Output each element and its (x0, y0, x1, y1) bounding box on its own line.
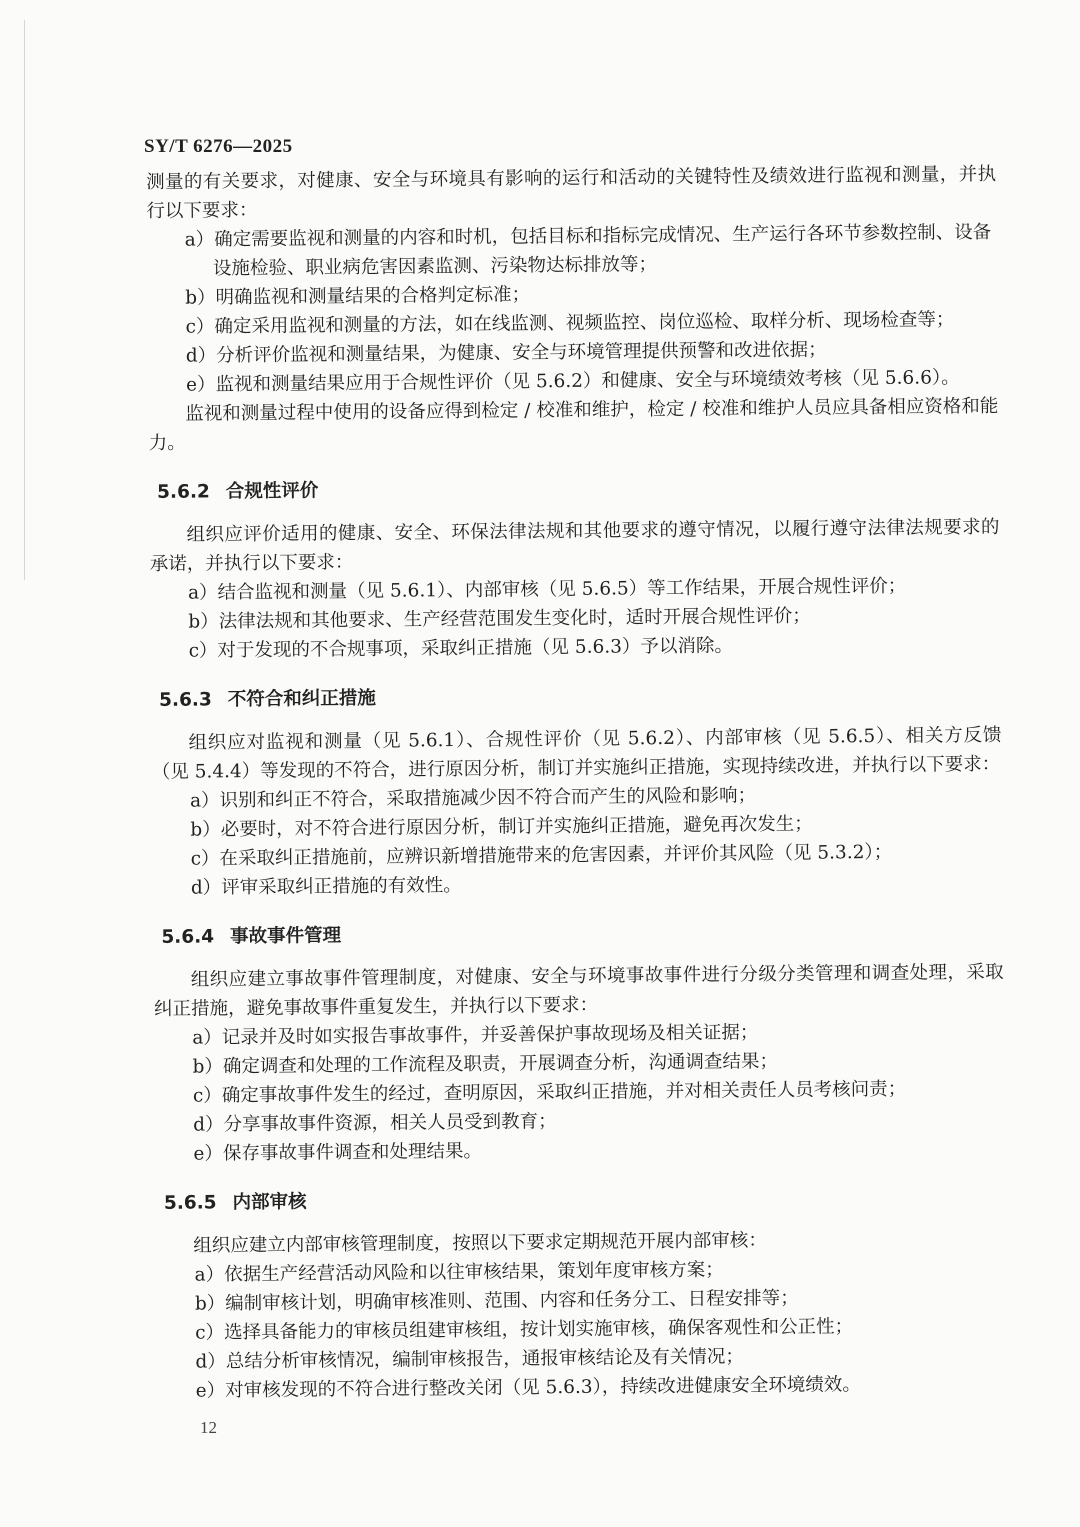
list-item: c）选择具备能力的审核员组建审核组，按计划实施审核，确保客观性和公正性； (195, 1316, 854, 1344)
intro-paragraph: 测量的有关要求，对健康、安全与环境具有影响的运行和活动的关键特性及绩效进行监视和测量，并执行以下要求： (146, 163, 997, 222)
list-item: b）编制审核计划，明确审核准则、范围、内容和任务分工、日程安排等； (194, 1287, 799, 1315)
page-number: 12 (200, 1418, 217, 1437)
list-item: a）依据生产经营活动风险和以往审核结果，策划年度审核方案； (194, 1259, 724, 1286)
list-item: e）监视和测量结果应用于合规性评价（见 5.6.2）和健康、安全与环境绩效考核（见 5.6.6）。 (185, 367, 960, 396)
section-paragraph: 组织应建立事故事件管理制度，对健康、安全与环境事故事件进行分级分类管理和调查处理，采取纠正措施，避免事故事件重复发生，并执行以下要求： (153, 961, 1004, 1020)
list-item: a）确定需要监视和测量的内容和时机，包括目标和指标完成情况、生产运行各环节参数控制、设备设施检验、职业病危害因素监测、污染物达标排放等； (184, 221, 992, 280)
section-number: 5.6.3 (159, 689, 212, 711)
section-number: 5.6.5 (163, 1192, 217, 1214)
list-item: b）必要时，对不符合进行原因分析，制订并实施纠正措施，避免再次发生； (190, 813, 813, 841)
page-content (146, 160, 1008, 1406)
section-list (150, 571, 1001, 666)
section-heading (157, 470, 999, 507)
list-item: e）对审核发现的不符合进行整改关闭（见 5.6.3），持续改进健康安全环境绩效。 (195, 1374, 861, 1402)
section-title: 不符合和纠正措施 (227, 687, 376, 711)
intro-list (147, 218, 999, 400)
section-paragraph: 组织应建立内部审核管理制度，按照以下要求定期规范开展内部审核： (193, 1230, 767, 1257)
list-item: b）明确监视和测量结果的合格判定标准； (185, 284, 531, 309)
list-item: d）评审采取纠正措施的有效性。 (190, 875, 462, 899)
section-list (154, 1016, 1005, 1169)
list-item: a）结合监视和测量（见 5.6.1）、内部审核（见 5.6.5）等工作结果，开展合规性评价； (187, 575, 907, 604)
list-item: c）在采取纠正措施前，应辨识新增措施带来的危害因素，并评价其风险（见 5.3.2）； (190, 841, 893, 870)
section-title: 事故事件管理 (229, 925, 342, 948)
section-number: 5.6.2 (157, 481, 210, 503)
list-item: b）法律法规和其他要求、生产经营范围发生变化时，适时开展合规性评价； (188, 605, 811, 633)
list-item: c）确定事故事件发生的经过，查明原因，采取纠正措施，并对相关责任人员考核问责； (192, 1078, 907, 1107)
scan-edge-line (24, 20, 25, 580)
list-item: c）对于发现的不合规事项，采取纠正措施（见 5.6.3）予以消除。 (188, 635, 734, 662)
list-item: d）分享事故事件资源，相关人员受到教育； (193, 1111, 557, 1136)
list-item: a）识别和纠正不符合，采取措施减少因不符合而产生的风险和影响； (189, 785, 757, 812)
list-item: d）分析评价监视和测量结果，为健康、安全与环境管理提供预警和改进依据； (185, 339, 827, 367)
section-title: 内部审核 (232, 1191, 307, 1214)
section-title: 合规性评价 (225, 480, 319, 503)
section-number: 5.6.4 (161, 926, 215, 948)
section-list (152, 779, 1003, 903)
section-paragraph: 组织应评价适用的健康、安全、环保法律法规和其他要求的遵守情况，以履行遵守法律法规要求的承诺，并执行以下要求： (149, 516, 1000, 575)
standard-code: SY/T 6276—2025 (144, 136, 293, 157)
list-item: e）保存事故事件调查和处理结果。 (193, 1140, 483, 1165)
list-item: b）确定调查和处理的工作流程及职责，开展调查分析，沟通调查结果； (192, 1050, 779, 1078)
section-paragraph: 组织应对监视和测量（见 5.6.1）、合规性评价（见 5.6.2）、内部审核（见 5.6.5）、相关方反馈（见 5.4.4）等发现的不符合，进行原因分析，制订并实施纠正措施，实现持续改进，并执行以下要求： (151, 724, 1002, 783)
list-item: c）确定采用监视和测量的方法，如在线监测、视频监控、岗位巡检、取样分析、现场检查等； (185, 309, 955, 338)
section-list (156, 1253, 1007, 1406)
list-item: d）总结分析审核情况，编制审核报告，通报审核结论及有关情况； (195, 1346, 744, 1373)
equipment-paragraph: 监视和测量过程中使用的设备应得到检定 / 校准和维护，检定 / 校准和维护人员应具备相应资格和能力。 (148, 395, 999, 454)
section-heading (159, 678, 1001, 715)
list-item: a）记录并及时如实报告事故事件，并妥善保护事故现场及相关证据； (192, 1022, 759, 1049)
section-heading (161, 915, 1003, 952)
section-heading (164, 1181, 1006, 1218)
